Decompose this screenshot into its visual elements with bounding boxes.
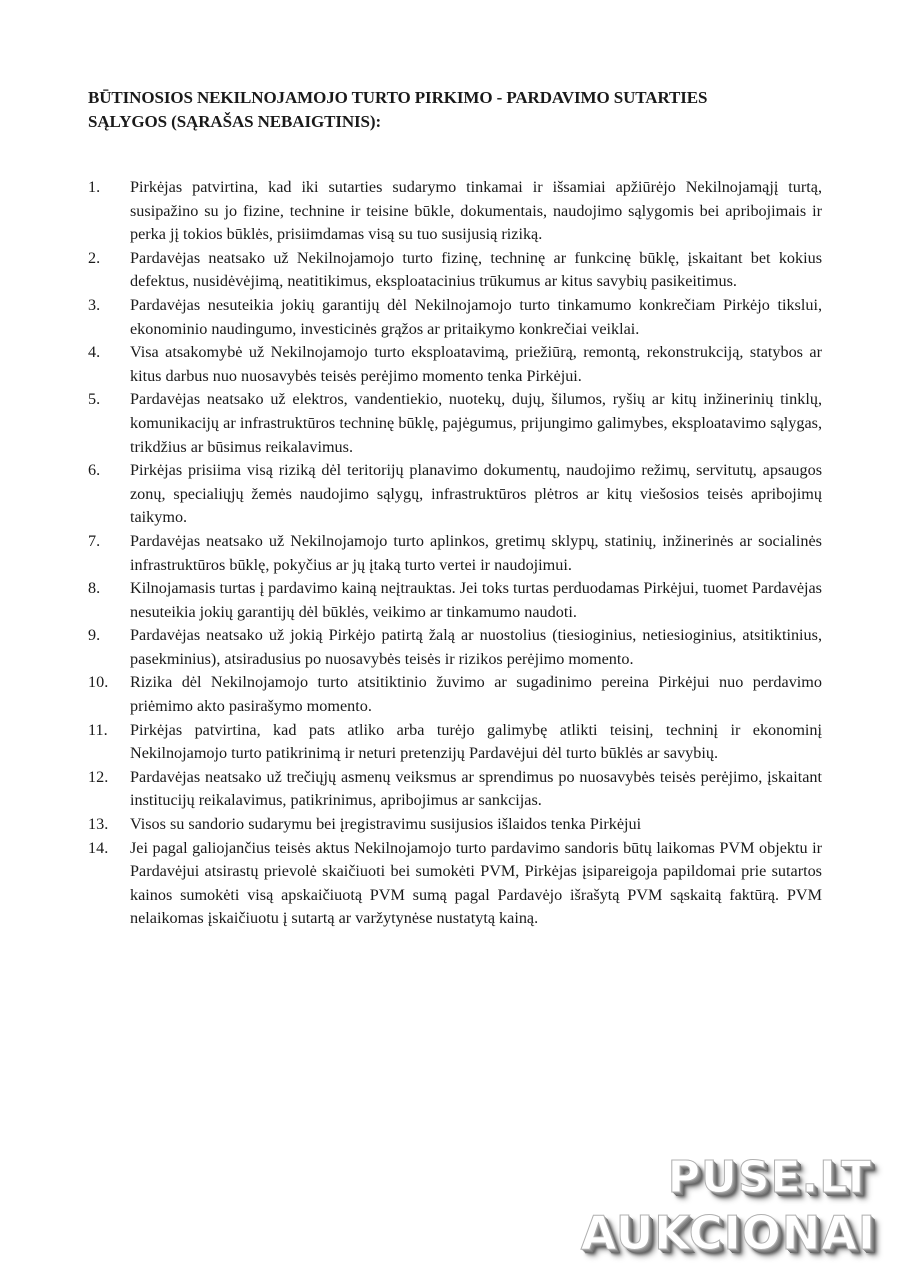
list-item [88, 294, 822, 341]
item-number: 7. [88, 531, 101, 550]
list-item [88, 247, 822, 294]
item-text: Visa atsakomybė už Nekilnojamojo turto eksploatavimą, priežiūrą, remontą, rekonstrukciją, statybos ar kitus darbus nuo nuosavybės teisės perėjimo momento tenka Pirkėjui. [130, 343, 822, 385]
item-text: Pirkėjas prisiima visą riziką dėl teritorijų planavimo dokumentų, naudojimo režimų, servitutų, apsaugos zonų, specialiųjų žemės naudojimo sąlygų, infrastruktūros plėtros ar kitų viešosios teisės apribojimų taikymo. [130, 461, 822, 527]
item-number: 6. [88, 461, 101, 480]
document-title [88, 86, 822, 134]
item-text: Visos su sandorio sudarymu bei įregistravimu susijusios išlaidos tenka Pirkėjui [130, 815, 642, 834]
list-item [88, 530, 822, 577]
item-number: 4. [88, 343, 101, 362]
list-item [88, 624, 822, 671]
item-number: 8. [88, 579, 101, 598]
item-number: 9. [88, 626, 101, 645]
list-item [88, 837, 822, 931]
list-item [88, 813, 822, 837]
item-number: 3. [88, 295, 101, 314]
item-number: 11. [88, 720, 108, 739]
item-text: Rizika dėl Nekilnojamojo turto atsitiktinio žuvimo ar sugadinimo pereina Pirkėjui nuo perdavimo priėmimo akto pasirašymo momento. [130, 673, 822, 716]
item-text: Pardavėjas neatsako už jokią Pirkėjo patirtą žalą ar nuostolius (tiesioginius, netiesioginius, atsitiktinius, pasekminius), atsiradusius po nuosavybės teisės ir rizikos perėjimo momento. [130, 626, 822, 668]
item-text: Pardavėjas neatsako už elektros, vandentiekio, nuotekų, dujų, šilumos, ryšių ar kitų inžinerinių tinklų, komunikacijų ar infrastruktūros techninę būklę, pajėgumus, prijungimo galimybes, eksploatavimo sąlygas, trikdžius ar būsimus reikalavimus. [130, 390, 822, 456]
list-item [88, 176, 822, 247]
item-text: Pirkėjas patvirtina, kad pats atliko arba turėjo galimybę atlikti teisinį, techninį ir ekonominį Nekilnojamojo turto patikrinimą ir neturi pretenzijų Pardavėjui dėl turto būklės ar savybių. [130, 720, 822, 763]
item-number: 14. [88, 838, 109, 857]
list-item [88, 577, 822, 624]
item-text: Jei pagal galiojančius teisės aktus Nekilnojamojo turto pardavimo sandoris būtų laikomas PVM objektu ir Pardavėjui atsirastų prievolė skaičiuoti bei sumokėti PVM, Pirkėjas įsipareigoja papildomai prie sutartos kainos sumokėti visą apskaičiuotą PVM sumą pagal Pardavėjo išrašytą PVM sąskaitą faktūrą. PVM nelaikomas įskaičiuotu į sutartą ar varžytynėse nustatytą kainą. [130, 838, 822, 928]
item-number: 5. [88, 390, 101, 409]
item-text: Kilnojamasis turtas į pardavimo kainą neįtrauktas. Jei toks turtas perduodamas Pirkėjui, tuomet Pardavėjas nesuteikia jokių garantijų dėl būklės, veikimo ar tinkamumo naudoti. [130, 579, 822, 621]
item-text: Pardavėjas neatsako už Nekilnojamojo turto aplinkos, gretimų sklypų, statinių, inžinerinės ar socialinės infrastruktūros būklę, pokyčius ar jų įtaką turto vertei ir naudojimui. [130, 531, 822, 574]
item-text: Pardavėjas nesuteikia jokių garantijų dėl Nekilnojamojo turto tinkamumo konkrečiam Pirkėjo tikslui, ekonominio naudingumo, investicinės grąžos ar pritaikymo konkrečiai veiklai. [130, 295, 822, 338]
item-text: Pardavėjas neatsako už trečiųjų asmenų veiksmus ar sprendimus po nuosavybės teisės perėjimo, įskaitant institucijų reikalavimus, patikrinimus, apribojimus ar sankcijas. [130, 767, 822, 810]
item-text: Pardavėjas neatsako už Nekilnojamojo turto fizinę, techninę ar funkcinę būklę, įskaitant bet kokius defektus, nusidėvėjimą, neatitikimus, eksploatacinius trūkumus ar kitus savybių pasikeitimus. [130, 248, 822, 291]
item-text: Pirkėjas patvirtina, kad iki sutarties sudarymo tinkamai ir išsamiai apžiūrėjo Nekilnojamąjį turtą, susipažino su jo fizine, technine ir teisine būkle, dokumentais, naudojimo sąlygomis bei apribojimais ir perka jį tokios būklės, prisiimdamas visą su tuo susijusią riziką. [130, 178, 822, 244]
title-line-1: BŪTINOSIOS NEKILNOJAMOJO TURTO PIRKIMO - PARDAVIMO SUTARTIES [88, 88, 708, 107]
watermark-line-1: PUSE.LT [667, 1152, 872, 1203]
list-item [88, 341, 822, 388]
item-number: 10. [88, 673, 109, 692]
title-line-2: SĄLYGOS (SĄRAŠAS NEBAIGTINIS): [88, 112, 382, 131]
watermark-line-2: AUKCIONAI [580, 1206, 876, 1260]
list-item [88, 459, 822, 530]
list-item [88, 388, 822, 459]
list-item [88, 719, 822, 766]
item-number: 2. [88, 248, 101, 267]
list-item [88, 766, 822, 813]
list-item [88, 671, 822, 718]
document-page [88, 86, 822, 931]
item-number: 13. [88, 815, 109, 834]
item-number: 1. [88, 178, 101, 196]
conditions-list [88, 176, 822, 931]
item-number: 12. [88, 767, 109, 786]
